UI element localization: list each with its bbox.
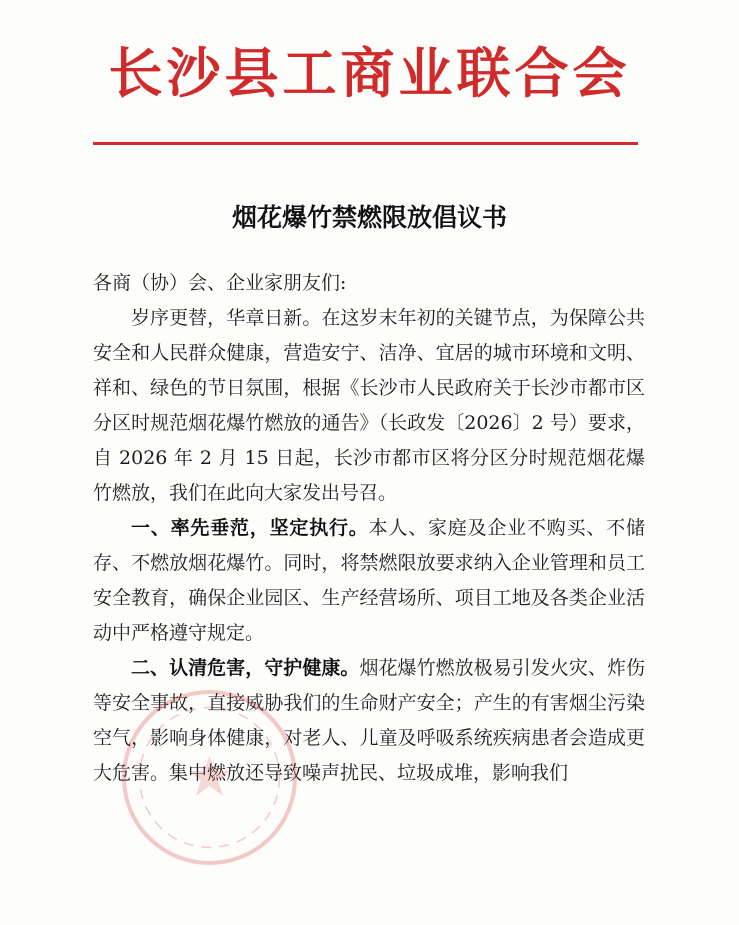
item-1-heading: 一、率先垂范，坚定执行。 [131,517,369,539]
document-title: 烟花爆竹禁燃限放倡议书 [231,203,507,232]
salutation: 各商（协）会、企业家朋友们: [93,272,347,294]
document-body [93,266,645,791]
item-1-text: 本人、家庭及企业不购买、不储存、不燃放烟花爆竹。同时，将禁燃限放要求纳入企业管理和员工安全教育，确保企业园区、生产经营场所、项目工地及各类企业活动中严格遵守规定。 [93,517,645,644]
letterhead-organization-name: 长沙县工商业联合会 [108,41,631,105]
item-2-paragraph [93,651,645,791]
item-1-paragraph [93,511,645,651]
item-2-heading: 二、认清危害，守护健康。 [131,657,360,679]
intro-paragraph: 岁序更替，华章日新。在这岁末年初的关键节点，为保障公共安全和人民群众健康，营造安宁、洁净、宜居的城市环境和文明、祥和、绿色的节日氛围，根据《长沙市人民政府关于长沙市都市区分区时规范烟花爆竹燃放的通告》（长政发〔2026〕2 号）要求，自 2026 年 2 月 15 日起，长沙市都市区将分区分时规范烟花爆竹燃放，我们在此向大家发出号召。 [93,307,645,504]
item-2-text: 烟花爆竹燃放极易引发火灾、炸伤等安全事故，直接威胁我们的生命财产安全；产生的有害烟尘污染空气，影响身体健康，对老人、儿童及呼吸系统疾病患者会造成更大危害。集中燃放还导致噪声扰民、垃圾成堆，影响我们 [93,657,645,784]
letterhead-red-rule [93,142,638,145]
